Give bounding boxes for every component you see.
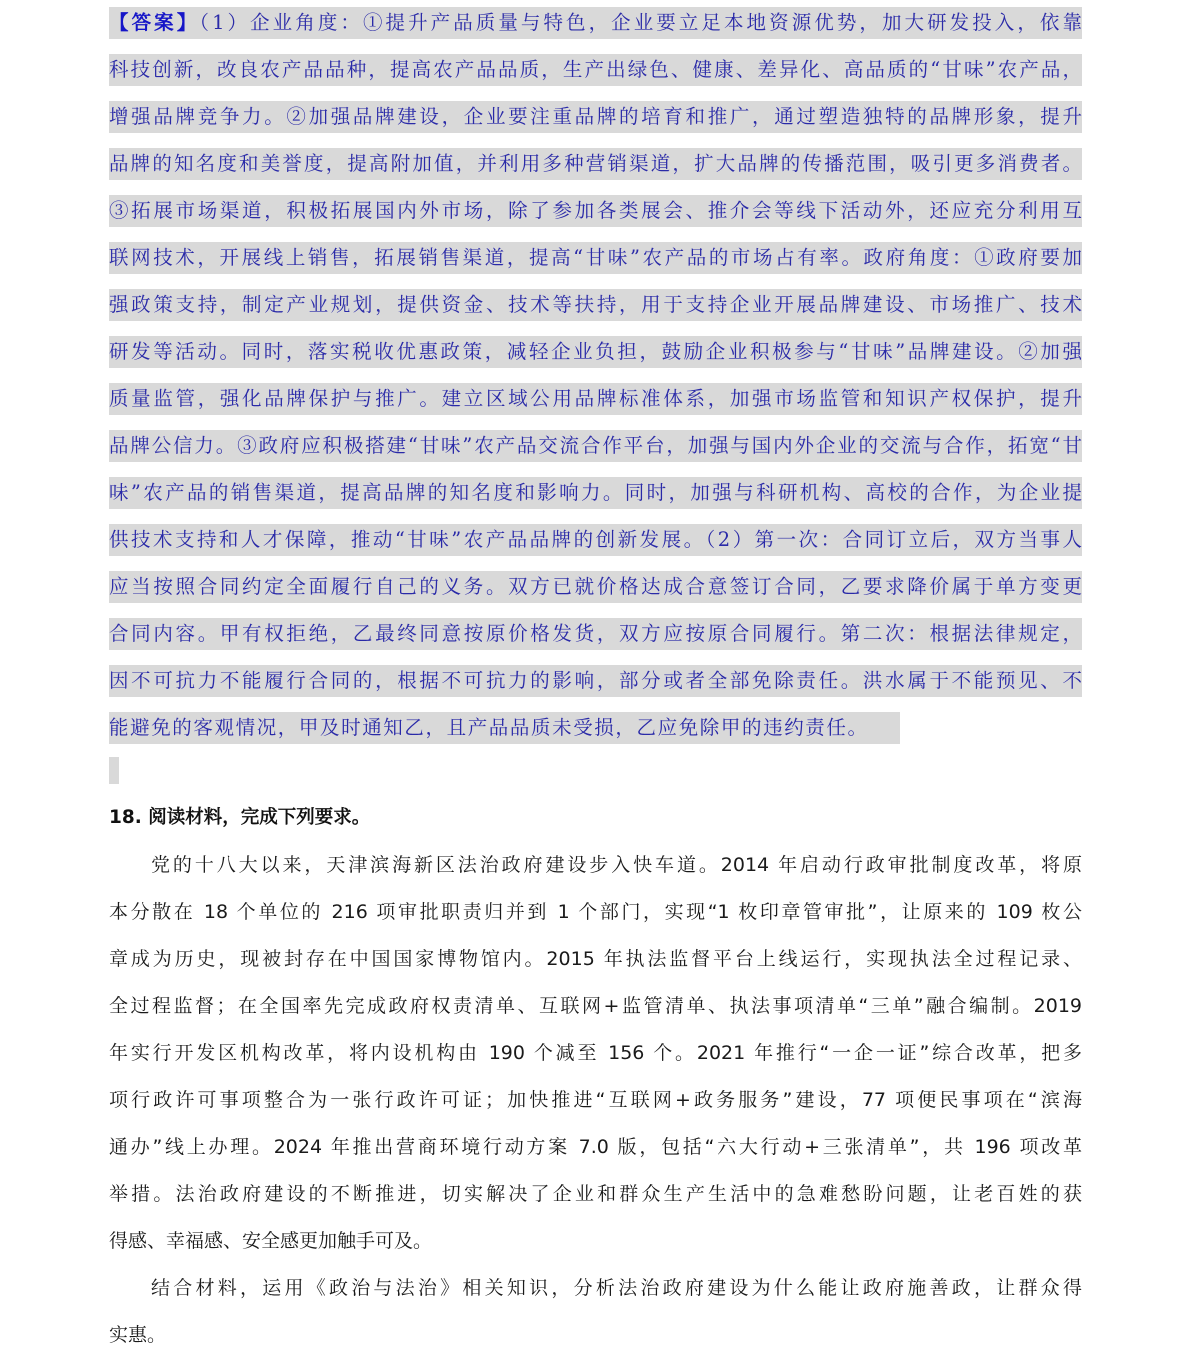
material-line: 全过程监督；在全国率先完成政府权责清单、互联网+监管清单、执法事项清单“三单”融合编制。2019 (109, 995, 1082, 1017)
material-line: 年实行开发区机构改革，将内设机构由 190 个减至 156 个。2021 年推行“一企一证”综合改革，把多 (109, 1042, 1082, 1064)
answer-line: 增强品牌竞争力。②加强品牌建设，企业要注重品牌的培育和推广，通过塑造独特的品牌形象，提升 (109, 101, 1082, 133)
empty-highlight-mark (109, 757, 119, 784)
question-prompt-line: 实惠。 (109, 1324, 167, 1346)
material-line: 得感、幸福感、安全感更加触手可及。 (109, 1230, 433, 1252)
material-line: 通办”线上办理。2024 年推出营商环境行动方案 7.0 版，包括“六大行动+三张清单”，共 196 项改革 (109, 1136, 1082, 1158)
material-line: 章成为历史，现被封存在中国国家博物馆内。2015 年执法监督平台上线运行，实现执法全过程记录、 (109, 948, 1082, 970)
material-line: 举措。法治政府建设的不断推进，切实解决了企业和群众生产生活中的急难愁盼问题，让老百姓的获 (109, 1183, 1082, 1205)
answer-line: 供技术支持和人才保障，推动“甘味”农产品品牌的创新发展。（2）第一次：合同订立后，双方当事人 (109, 524, 1082, 556)
answer-line: 应当按照合同约定全面履行自己的义务。双方已就价格达成合意签订合同，乙要求降价属于单方变更 (109, 571, 1082, 603)
question-title: 18. 阅读材料，完成下列要求。 (109, 807, 371, 828)
material-line: 项行政许可事项整合为一张行政许可证；加快推进“互联网+政务服务”建设，77 项便民事项在“滨海 (109, 1089, 1082, 1111)
answer-line: 品牌公信力。③政府应积极搭建“甘味”农产品交流合作平台，加强与国内外企业的交流与合作，拓宽“甘 (109, 430, 1082, 462)
answer-line: 因不可抗力不能履行合同的，根据不可抗力的影响，部分或者全部免除责任。洪水属于不能预见、不 (109, 665, 1082, 697)
answer-line: 【答案】（1）企业角度：①提升产品质量与特色，企业要立足本地资源优势，加大研发投入，依靠 (109, 7, 1082, 39)
answer-line: 合同内容。甲有权拒绝，乙最终同意按原价格发货，双方应按原合同履行。第二次：根据法律规定， (109, 618, 1082, 650)
answer-line: 能避免的客观情况，甲及时通知乙，且产品品质未受损，乙应免除甲的违约责任。 (109, 712, 900, 744)
question-prompt-line: 结合材料，运用《政治与法治》相关知识，分析法治政府建设为什么能让政府施善政，让群众得 (151, 1277, 1082, 1299)
answer-line: 科技创新，改良农产品品种，提高农产品品质，生产出绿色、健康、差异化、高品质的“甘味”农产品， (109, 54, 1082, 86)
material-line: 本分散在 18 个单位的 216 项审批职责归并到 1 个部门，实现“1 枚印章管审批”，让原来的 109 枚公 (109, 901, 1082, 923)
answer-line: 质量监管，强化品牌保护与推广。建立区域公用品牌标准体系，加强市场监管和知识产权保护，提升 (109, 383, 1082, 415)
answer-line: 品牌的知名度和美誉度，提高附加值，并利用多种营销渠道，扩大品牌的传播范围，吸引更多消费者。 (109, 148, 1082, 180)
answer-line: ③拓展市场渠道，积极拓展国内外市场，除了参加各类展会、推介会等线下活动外，还应充分利用互 (109, 195, 1082, 227)
answer-line: 强政策支持，制定产业规划，提供资金、技术等扶持，用于支持企业开展品牌建设、市场推广、技术 (109, 289, 1082, 321)
answer-label: 【答案】 (109, 11, 200, 34)
answer-line: 味”农产品的销售渠道，提高品牌的知名度和影响力。同时，加强与科研机构、高校的合作，为企业提 (109, 477, 1082, 509)
answer-line: 联网技术，开展线上销售，拓展销售渠道，提高“甘味”农产品的市场占有率。政府角度：①政府要加 (109, 242, 1082, 274)
material-line: 党的十八大以来，天津滨海新区法治政府建设步入快车道。2014 年启动行政审批制度改革，将原 (151, 854, 1082, 876)
answer-line: 研发等活动。同时，落实税收优惠政策，减轻企业负担，鼓励企业积极参与“甘味”品牌建设。②加强 (109, 336, 1082, 368)
